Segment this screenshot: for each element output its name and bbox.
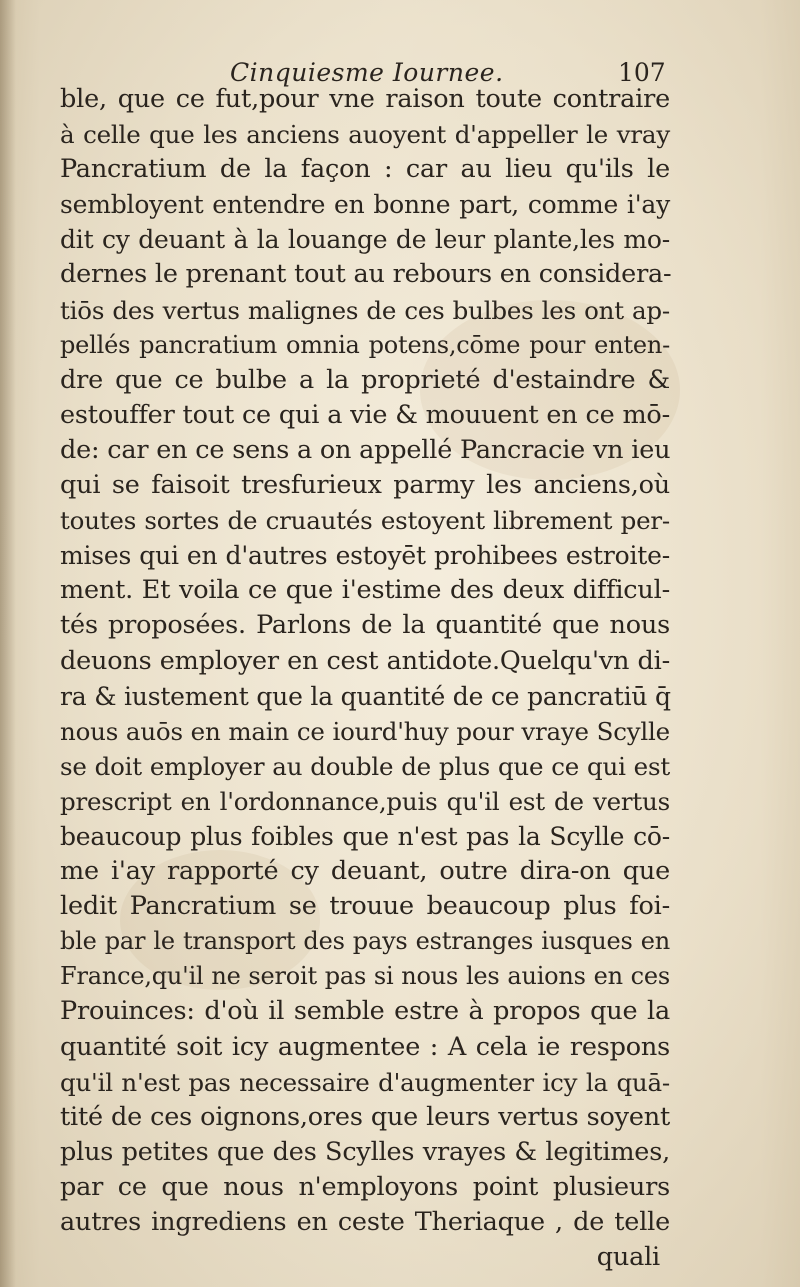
text-line: dernes le prenant tout au rebours en considera-	[60, 259, 672, 290]
text-line: se doit employer au double de plus que ce qui est	[60, 751, 670, 781]
body-text	[60, 82, 670, 1275]
text-line: me i'ay rapporté cy deuant, outre dira-on que	[60, 856, 670, 887]
text-line: pellés pancratium omnia potens,cōme pour enten-	[60, 330, 670, 359]
text-line: beaucoup plus foibles que n'est pas la Scylle cō-	[60, 821, 670, 851]
text-line: sembloyent entendre en bonne part, comme i'ay	[60, 190, 670, 220]
running-head-title: Cinquiesme Iournee.	[230, 58, 504, 87]
text-line: tés proposées. Parlons de la quantité que nous	[60, 610, 670, 641]
text-line: dre que ce bulbe a la proprieté d'estaindre &	[60, 364, 670, 395]
text-line: quantité soit icy augmentee : A cela ie respons	[60, 1031, 670, 1062]
text-line: Prouinces: d'où il semble estre à propos que la	[60, 996, 670, 1027]
text-line: mises qui en d'autres estoyēt prohibees estroite-	[60, 541, 670, 571]
text-line: toutes sortes de cruautés estoyent librement per-	[60, 506, 670, 536]
text-line: dit cy deuant à la louange de leur plante,les mo-	[60, 225, 670, 255]
text-line: France,qu'il ne seroit pas si nous les auions en ces	[60, 962, 670, 991]
text-line: qui se faisoit tresfurieux parmy les anciens,où	[60, 470, 670, 501]
text-line: ment. Et voila ce que i'estime des deux difficul-	[60, 575, 670, 606]
text-line: deuons employer en cest antidote.Quelqu'vn di-	[60, 645, 670, 676]
text-line: autres ingrediens en ceste Theriaque , de telle	[60, 1207, 670, 1237]
page-number: 107	[618, 58, 666, 87]
text-line: ble, que ce fut,pour vne raison toute contraire	[60, 84, 670, 114]
gutter-shadow	[0, 0, 16, 1287]
text-line: ble par le transport des pays estranges iusques en	[60, 927, 670, 956]
text-line: ra & iustement que la quantité de ce pancratiū q̄	[60, 681, 671, 711]
text-line: de: car en ce sens a on appellé Pancracie vn ieu	[60, 434, 671, 465]
text-line: Pancratium de la façon : car au lieu qu'ils le	[60, 154, 670, 185]
text-line: qu'il n'est pas necessaire d'augmenter icy la quā-	[60, 1067, 670, 1097]
catchword: quali	[596, 1242, 660, 1273]
text-line: nous auōs en main ce iourd'huy pour vraye Scylle	[60, 716, 670, 746]
text-line: tité de ces oignons,ores que leurs vertus soyent	[60, 1101, 670, 1132]
text-line: par ce que nous n'employons point plusieurs	[60, 1171, 670, 1202]
text-line: estouffer tout ce qui a vie & mouuent en ce mō-	[60, 399, 670, 430]
text-line: à celle que les anciens auoyent d'appeller le vray	[60, 120, 670, 150]
text-line: ledit Pancratium se trouue beaucoup plus foi-	[60, 891, 670, 922]
text-line: tiōs des vertus malignes de ces bulbes les ont ap-	[60, 295, 670, 325]
text-line: prescript en l'ordonnance,puis qu'il est de vertus	[60, 786, 670, 816]
text-line: plus petites que des Scylles vrayes & legitimes,	[60, 1136, 670, 1167]
